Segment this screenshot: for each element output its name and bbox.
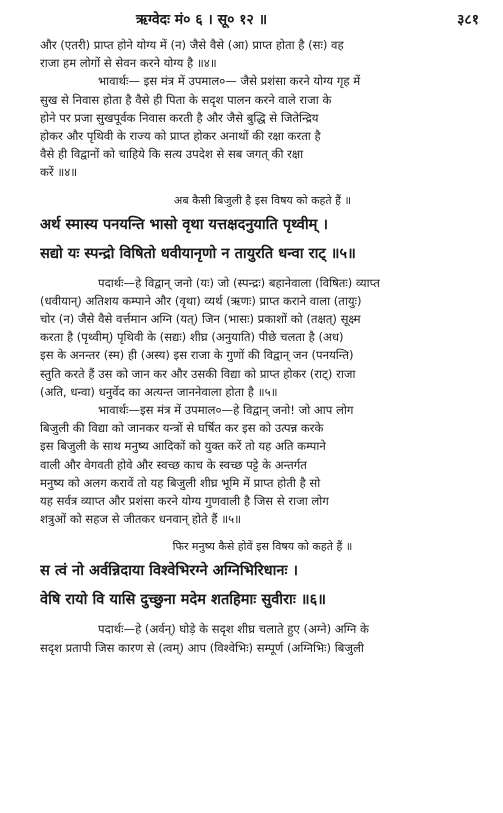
text-line: होने पर प्रजा सुखपूर्वक निवास करती है और जैसे बुद्धि से जितेन्द्रिय [40, 110, 319, 125]
text-line: होकर और पृथिवी के राज्य को प्राप्त होकर अनाथों की रक्षा करता है [40, 129, 321, 144]
text-line: इस बिजुली के साथ मनुष्य आदिकों को युक्त करें तो यह अति कम्पाने [40, 439, 326, 454]
text-line: भावार्थः— इस मंत्र में उपमाल०— जैसे प्रशंसा करने योग्य गृह में [98, 74, 361, 89]
text-line: पदार्थः—हे विद्वान् जनो (यः) जो (स्पन्द्रः) बहानेवाला (विषितः) व्याप्त [98, 275, 380, 290]
page-number: ३८१ [457, 12, 479, 28]
mantra-line: वेषि रायो वि यासि दुच्छुना मदेम शतहिमाः सुवीराः ॥६॥ [40, 591, 326, 609]
text-line: करता है (पृथ्वीम्) पृथिवी के (सद्यः) शीघ्र (अनुयाति) पीछे चलता है (अध) [40, 330, 344, 345]
section-intro: अब कैसी बिजुली है इस विषय को कहते हैं ॥ [173, 193, 352, 207]
text-line: और (एतरी) प्राप्त होने योग्य में (न) जैसे वैसे (आ) प्राप्त होता है (सः) वह [40, 38, 344, 52]
running-title: ऋग्वेदः मं० ६ । सू० १२ ॥ [136, 12, 268, 28]
text-line: स्तुति करते हैं उस को जान कर और उसकी विद्या को प्राप्त होकर (राट्) राजा [40, 366, 356, 381]
padarth-paragraph-5 [40, 274, 485, 401]
text-line: (धवीयान्) अतिशय कम्पाने और (वृथा) व्यर्थ (ऋणः) प्राप्त कराने वाला (तायुः) [40, 293, 362, 308]
page-header [40, 10, 485, 36]
text-line: करें ॥४॥ [40, 165, 78, 180]
mantra-verse-6 [40, 556, 485, 614]
bhavarth-paragraph-4 [40, 72, 485, 181]
mantra-line: अर्थ स्मास्य पनयन्ति भासो वृथा यत्तक्षदनुयाति पृथ्वीम् । [40, 215, 328, 233]
mantra-line: स त्वं नो अर्वन्निदाया विश्वेभिरग्ने अग्निभिरिधानः । [40, 562, 299, 580]
padarth-paragraph-6 [40, 620, 485, 656]
text-line: चोर (न) जैसे वैसे वर्त्तमान अग्नि (यत्) जिन (भासः) प्रकाशों को (तक्षत्) सूक्ष्म [40, 312, 361, 327]
text-line: पदार्थः—हे (अर्वन्) घोड़े के सदृश शीघ्र चलाते हुए (अग्ने) अग्नि के [98, 622, 369, 637]
text-line: बिजुली की विद्या को जानकर यन्त्रों से घर्षित कर इस को उत्पन्न करके [40, 421, 324, 436]
text-line: वैसे ही विद्वानों को चाहिये कि सत्य उपदेश से सब जगत् की रक्षा [40, 147, 304, 162]
mantra-verse-5 [40, 210, 485, 268]
text-line: मनुष्य को अलग करावें तो यह बिजुली शीघ्र भूमि में प्राप्त होती है सो [40, 475, 321, 490]
text-line: भावार्थः—इस मंत्र में उपमाल०—हे विद्वान् जनो! जो आप लोग [98, 403, 354, 418]
text-line: इस के अनन्तर (स्म) ही (अस्य) इस राजा के गुणों की विद्वान् जन (पनयन्ति) [40, 348, 354, 363]
text-line: यह सर्वत्र व्याप्त और प्रशंसा करने योग्य गुणवाली है जिस से राजा लोग [40, 494, 329, 509]
text-line: (अति, धन्वा) धनुर्वेद का अत्यन्त जाननेवाला होता है ॥५॥ [40, 384, 278, 399]
mantra-line: सद्यो यः स्पन्द्रो विषितो धवीयानृणो न तायुरति धन्वा राट् ॥५॥ [40, 244, 356, 262]
text-line: राजा हम लोगों से सेवन करने योग्य है ॥४॥ [40, 56, 217, 71]
text-line: सुख से निवास होता है वैसे ही पिता के सदृश पालन करने वाले राजा के [40, 92, 332, 107]
bhavarth-paragraph-5 [40, 401, 485, 528]
text-line: शत्रुओं को सहज से जीतकर धनवान् होते हैं ॥५॥ [40, 512, 242, 527]
text-line: सदृश प्रतापी जिस कारण से (त्वम्) आप (विश्वेभिः) सम्पूर्ण (अग्निभिः) बिजुली [40, 640, 364, 655]
text-line: वाली और वेगवती होवे और स्वच्छ काच के स्वच्छ पट्टे के अन्तर्गत [40, 457, 307, 472]
section-intro: फिर मनुष्य कैसे होवें इस विषय को कहते हैं ॥ [172, 540, 353, 554]
continued-paragraph [40, 36, 485, 72]
